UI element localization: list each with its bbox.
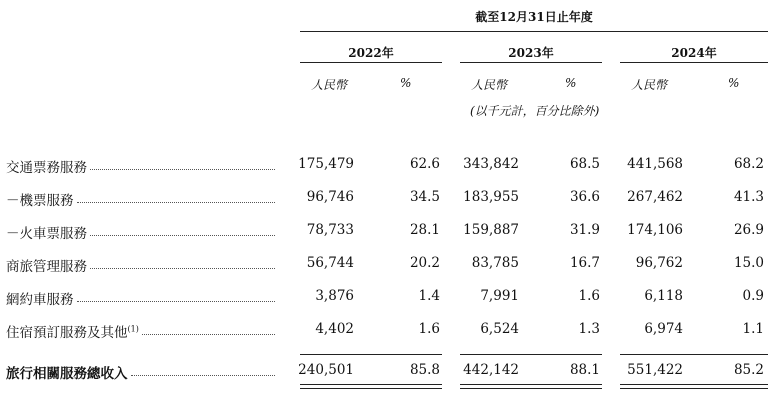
row-label-text: －火車票服務 <box>6 226 87 242</box>
footnote-marker: (1) <box>127 324 139 334</box>
table-cell: 56,744 <box>306 255 354 271</box>
total-cell: 551,422 <box>627 362 683 378</box>
year-rule-2023 <box>460 62 602 63</box>
table-cell: 20.2 <box>409 255 440 271</box>
table-cell: 159,887 <box>463 222 519 238</box>
table-cell: 68.2 <box>733 156 764 172</box>
row-label-text: 網約車服務 <box>6 292 74 308</box>
table-cell: 1.3 <box>578 321 600 337</box>
total-cell: 88.1 <box>569 362 600 378</box>
row-label-text: 旅行相關服務總收入 <box>6 366 128 382</box>
table-cell: 31.9 <box>569 222 600 238</box>
year-header-2024: 2024年 <box>671 46 717 60</box>
table-cell: 83,785 <box>471 255 519 271</box>
subtotal-rule <box>620 354 768 355</box>
table-cell: 183,955 <box>463 189 519 205</box>
total-row-label <box>6 362 128 382</box>
table-cell: 175,479 <box>298 156 354 172</box>
table-cell: 7,991 <box>480 288 519 304</box>
table-cell: 6,118 <box>644 288 683 304</box>
row-label <box>6 156 87 176</box>
table-cell: 343,842 <box>463 156 519 172</box>
table-cell: 68.5 <box>569 156 600 172</box>
currency-header-2022: 人民幣 <box>311 78 348 92</box>
table-cell: 6,524 <box>480 321 519 337</box>
table-cell: 441,568 <box>627 156 683 172</box>
row-label <box>6 255 87 275</box>
table-cell: 267,462 <box>627 189 683 205</box>
total-cell: 442,142 <box>463 362 519 378</box>
table-cell: 1.6 <box>578 288 600 304</box>
row-label-text: 商旅管理服務 <box>6 259 87 275</box>
table-cell: 0.9 <box>742 288 764 304</box>
header-rule <box>300 31 768 32</box>
subtotal-rule <box>300 354 442 355</box>
dot-leader <box>90 268 275 269</box>
table-cell: 3,876 <box>315 288 354 304</box>
percent-header-2022: % <box>400 76 412 90</box>
total-double-rule <box>620 384 768 389</box>
dot-leader <box>77 301 275 302</box>
year-rule-2022 <box>300 62 442 63</box>
total-cell: 85.2 <box>733 362 764 378</box>
table-cell: 28.1 <box>409 222 440 238</box>
year-rule-2024 <box>620 62 768 63</box>
row-label-text: －機票服務 <box>6 193 74 209</box>
period-title: 截至12月31日止年度 <box>475 10 593 24</box>
currency-header-2024: 人民幣 <box>631 78 668 92</box>
total-double-rule <box>460 384 602 389</box>
row-label <box>6 189 74 209</box>
table-cell: 1.6 <box>418 321 440 337</box>
dot-leader <box>90 169 275 170</box>
table-cell: 62.6 <box>409 156 440 172</box>
dot-leader <box>77 202 275 203</box>
year-header-2022: 2022年 <box>348 46 394 60</box>
unit-note: (以千元計，百分比除外) <box>470 104 600 118</box>
currency-header-2023: 人民幣 <box>471 78 508 92</box>
row-label-text: 交通票務服務 <box>6 160 87 176</box>
table-cell: 1.4 <box>418 288 440 304</box>
table-cell: 41.3 <box>733 189 764 205</box>
table-cell: 174,106 <box>627 222 683 238</box>
dot-leader <box>90 235 275 236</box>
table-cell: 26.9 <box>733 222 764 238</box>
percent-header-2023: % <box>565 76 577 90</box>
total-double-rule <box>300 384 442 389</box>
table-cell: 34.5 <box>409 189 440 205</box>
table-cell: 16.7 <box>569 255 600 271</box>
subtotal-rule <box>460 354 602 355</box>
row-label <box>6 222 87 242</box>
row-label <box>6 321 139 341</box>
row-label <box>6 288 74 308</box>
total-cell: 85.8 <box>409 362 440 378</box>
table-cell: 78,733 <box>306 222 354 238</box>
year-header-2023: 2023年 <box>508 46 554 60</box>
row-label-text: 住宿預訂服務及其他 <box>6 325 128 341</box>
dot-leader <box>142 334 275 335</box>
dot-leader <box>131 375 275 376</box>
table-cell: 96,762 <box>635 255 683 271</box>
table-cell: 1.1 <box>742 321 764 337</box>
table-cell: 15.0 <box>733 255 764 271</box>
table-cell: 6,974 <box>644 321 683 337</box>
total-cell: 240,501 <box>298 362 354 378</box>
table-cell: 36.6 <box>569 189 600 205</box>
table-cell: 4,402 <box>315 321 354 337</box>
table-cell: 96,746 <box>306 189 354 205</box>
percent-header-2024: % <box>728 76 740 90</box>
